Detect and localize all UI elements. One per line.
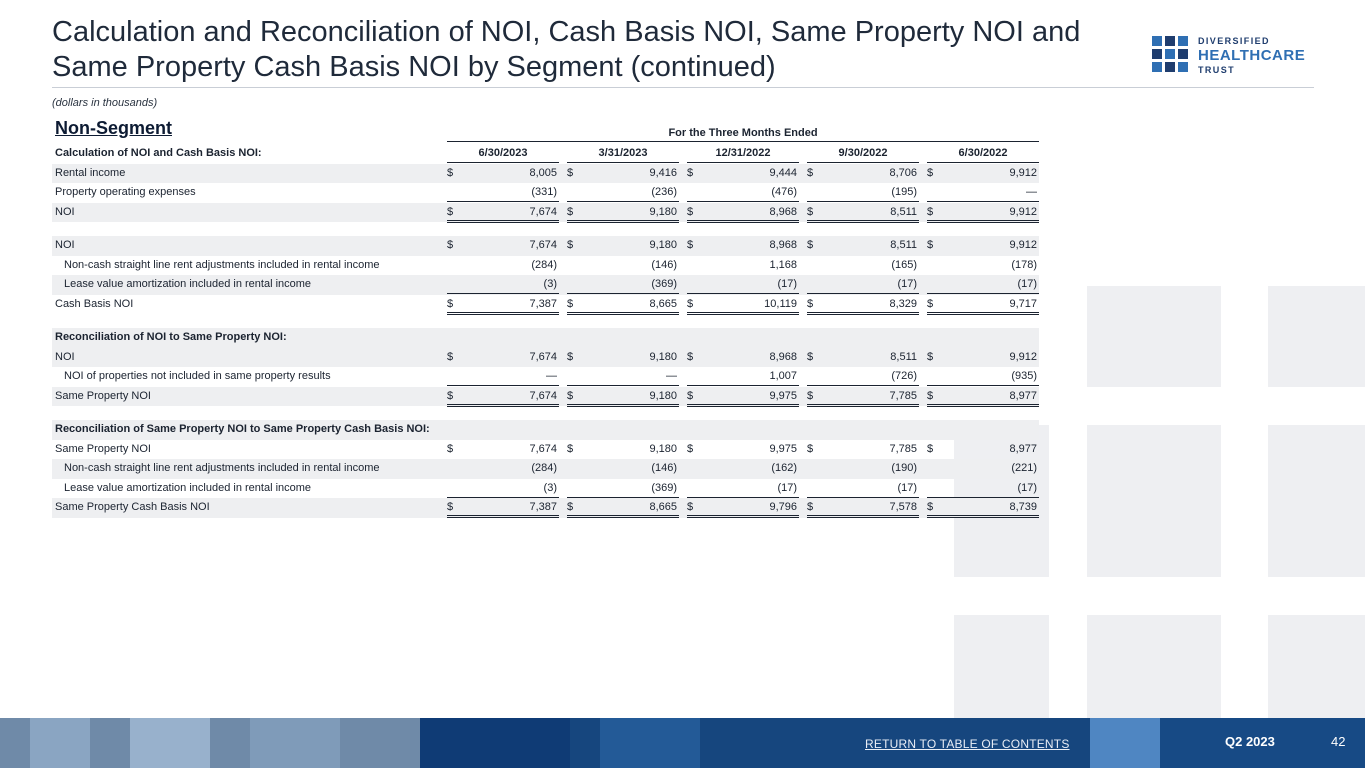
table-cell [567,443,679,457]
currency-symbol: $ [447,239,454,251]
cell-value: 9,180 [649,350,677,363]
currency-symbol: $ [807,501,814,513]
table-cell [447,298,559,315]
currency-symbol: $ [687,442,694,455]
table-cell [687,259,799,273]
cell-value: (726) [891,370,917,382]
cell-value: 9,975 [769,389,797,402]
cell-value: — [1026,186,1037,198]
cell-value: 8,665 [649,501,677,513]
table-cell [567,206,679,223]
table-cell [927,298,1039,315]
table-row [52,328,1039,348]
column-header: 6/30/2023 [447,147,559,163]
table-cell [447,239,559,253]
cell-value: (935) [1011,370,1037,382]
cell-value: — [666,370,677,382]
cell-value: (17) [1017,278,1037,290]
currency-symbol: $ [687,389,694,402]
row-spacer [52,406,1039,420]
currency-symbol: $ [927,350,934,363]
table-row [52,367,1039,387]
row-label: NOI [55,239,75,251]
cell-value: (236) [651,186,677,198]
currency-symbol: $ [807,389,814,402]
cell-value: 7,674 [529,239,557,251]
cell-value: 8,511 [890,205,917,218]
cell-value: (17) [777,278,797,290]
currency-symbol: $ [687,297,694,310]
currency-symbol: $ [927,166,934,179]
decor-block [1268,425,1365,577]
currency-symbol: $ [687,205,694,218]
cell-value: 1,007 [769,370,797,382]
table-cell [567,239,679,253]
table-cell [927,186,1039,202]
cell-value: 8,005 [529,166,557,179]
period-header: For the Three Months Ended [447,127,1039,142]
currency-symbol: $ [927,297,934,310]
table-row [52,479,1039,499]
cell-value: 8,968 [769,205,797,218]
table-cell [927,370,1039,386]
table-cell [567,482,679,498]
logo-word-diversified: DIVERSIFIED [1198,36,1270,46]
row-label: Non-cash straight line rent adjustments included in rental income [64,462,380,474]
currency-symbol: $ [927,389,934,402]
cell-value: 7,785 [889,442,917,455]
table-cell [567,167,679,181]
currency-symbol: $ [807,166,814,179]
title-divider [52,87,1314,88]
table-cell [807,370,919,386]
table-cell [567,462,679,476]
currency-symbol: $ [807,205,814,218]
cell-value: (190) [891,462,917,474]
table-cell [927,206,1039,223]
table-row [52,164,1039,184]
cell-value: 8,511 [890,239,917,251]
table-heading: Calculation of NOI and Cash Basis NOI: [55,147,262,159]
currency-symbol: $ [567,297,574,310]
table-cell [927,501,1039,518]
table-cell [927,259,1039,273]
decor-block [1087,286,1221,387]
cell-value: 9,180 [649,205,677,218]
row-label: Same Property NOI [55,442,151,455]
cell-value: 9,416 [649,166,677,179]
cell-value: 9,180 [649,389,677,402]
table-cell [447,351,559,365]
row-label: Same Property Cash Basis NOI [55,501,210,513]
currency-symbol: $ [447,442,454,455]
row-label: NOI of properties not included in same property results [64,370,331,382]
table-cell [927,462,1039,476]
cell-value: 9,796 [769,501,797,513]
row-label: Rental income [55,166,126,179]
currency-symbol: $ [447,166,454,179]
table-cell [567,186,679,202]
currency-symbol: $ [567,350,574,363]
table-cell [927,482,1039,498]
row-label: Property operating expenses [55,186,196,198]
table-row [52,459,1039,479]
table-cell [807,278,919,294]
return-to-toc-link[interactable]: RETURN TO TABLE OF CONTENTS [865,737,1070,751]
currency-symbol: $ [447,501,454,513]
cell-value: (331) [531,186,557,198]
currency-symbol: $ [567,239,574,251]
page-number: 42 [1331,734,1346,749]
logo-word-healthcare: HEALTHCARE [1198,47,1306,64]
table-cell [567,298,679,315]
column-header: 3/31/2023 [567,147,679,163]
currency-symbol: $ [447,205,454,218]
table-cell [447,443,559,457]
table-cell [807,501,919,518]
row-label: Same Property NOI [55,389,151,402]
cell-value: 8,977 [1009,442,1037,455]
currency-symbol: $ [567,442,574,455]
row-label: Non-cash straight line rent adjustments included in rental income [64,258,380,271]
table-cell [447,167,559,181]
table-cell [687,390,799,407]
cell-value: (221) [1011,462,1037,474]
column-header: 12/31/2022 [687,147,799,163]
cell-value: 8,739 [1009,501,1037,513]
section-title: Non-Segment [55,118,172,138]
currency-symbol: $ [567,205,574,218]
table-row [52,420,1039,440]
cell-value: (17) [897,481,917,494]
table-cell [567,390,679,407]
cell-value: — [546,370,557,382]
decor-block [1087,425,1221,577]
table-cell [687,370,799,386]
table-cell [567,370,679,386]
table-cell [687,278,799,294]
table-row [52,203,1039,223]
decor-block [1087,615,1221,718]
table-cell [447,390,559,407]
row-label: Cash Basis NOI [55,297,134,310]
currency-symbol: $ [567,389,574,402]
table-cell [927,167,1039,181]
currency-symbol: $ [447,297,454,310]
table-row [52,256,1039,276]
table-cell [927,443,1039,457]
table-header-row [52,144,1039,164]
table-cell [687,298,799,315]
cell-value: 9,444 [769,166,797,179]
currency-symbol: $ [567,501,574,513]
cell-value: 9,180 [649,442,677,455]
cell-value: 7,387 [529,297,557,310]
cell-value: 9,717 [1009,297,1037,310]
cell-value: (146) [651,258,677,271]
cell-value: (369) [651,278,677,290]
table-cell [807,351,919,365]
cell-value: (146) [651,462,677,474]
cell-value: 9,180 [649,239,677,251]
table-cell [447,259,559,273]
cell-value: 8,511 [890,350,917,363]
cell-value: (178) [1011,258,1037,271]
column-header: 9/30/2022 [807,147,919,163]
decor-block [1268,615,1365,718]
currency-symbol: $ [927,501,934,513]
table-row [52,348,1039,368]
table-cell [447,462,559,476]
table-cell [447,278,559,294]
table-cell [927,239,1039,253]
cell-value: (284) [531,462,557,474]
cell-value: (162) [771,462,797,474]
currency-symbol: $ [927,442,934,455]
cell-value: 7,578 [889,501,917,513]
table-cell [447,482,559,498]
table-cell [447,370,559,386]
cell-value: (17) [897,278,917,290]
row-label: Reconciliation of Same Property NOI to Same Property Cash Basis NOI: [55,423,430,435]
cell-value: 7,674 [529,442,557,455]
table-cell [687,351,799,365]
cell-value: 7,674 [529,350,557,363]
table-cell [687,462,799,476]
cell-value: 9,912 [1009,166,1037,179]
table-cell [807,186,919,202]
quarter-label: Q2 2023 [1225,734,1275,749]
table-cell [687,482,799,498]
table-row [52,295,1039,315]
currency-symbol: $ [807,442,814,455]
cell-value: 8,706 [889,166,917,179]
cell-value: 1,168 [769,258,797,271]
cell-value: 8,968 [769,350,797,363]
row-label: NOI [55,350,75,363]
table-row [52,440,1039,460]
cell-value: 9,975 [769,442,797,455]
table-cell [687,443,799,457]
currency-symbol: $ [927,205,934,218]
table-cell [447,206,559,223]
row-label: Lease value amortization included in rental income [64,481,312,494]
table-cell [807,298,919,315]
table-row [52,275,1039,295]
table-cell [807,390,919,407]
table-cell [807,259,919,273]
table-row [52,183,1039,203]
cell-value: 8,665 [649,297,677,310]
currency-symbol: $ [687,239,694,251]
cell-value: 7,674 [529,205,557,218]
table-row [52,498,1039,518]
table-cell [807,443,919,457]
logo-word-trust: TRUST [1198,65,1235,75]
cell-value: 8,329 [889,297,917,310]
table-cell [447,186,559,202]
table-cell [447,501,559,518]
cell-value: 9,912 [1009,350,1037,363]
cell-value: 7,785 [889,389,917,402]
currency-symbol: $ [687,350,694,363]
cell-value: (195) [891,186,917,198]
cell-value: (17) [1017,481,1037,494]
row-label: Reconciliation of NOI to Same Property NOI: [55,331,287,343]
column-header: 6/30/2022 [927,147,1039,163]
cell-value: (165) [891,258,917,271]
table-row [52,236,1039,256]
table-cell [807,206,919,223]
row-spacer [52,314,1039,328]
decor-block [1268,286,1365,387]
currency-symbol: $ [807,297,814,310]
cell-value: (3) [543,481,557,494]
table-row [52,387,1039,407]
company-logo [1152,36,1317,76]
currency-symbol: $ [687,501,694,513]
table-cell [807,167,919,181]
table-cell [927,351,1039,365]
row-label: NOI [55,205,75,218]
table-cell [687,167,799,181]
noi-table [52,144,1039,518]
table-cell [567,351,679,365]
cell-value: (3) [543,278,557,290]
table-cell [687,206,799,223]
table-cell [807,239,919,253]
currency-symbol: $ [447,350,454,363]
page-title: Calculation and Reconciliation of NOI, Cash Basis NOI, Same Property NOI and Same Property Cash Basis NOI by Segment (continued) [52,16,1081,83]
decor-block [954,615,1049,718]
currency-symbol: $ [807,350,814,363]
table-cell [567,259,679,273]
cell-value: 7,674 [529,389,557,402]
cell-value: 8,968 [769,239,797,251]
cell-value: (284) [531,258,557,271]
cell-value: 9,912 [1009,239,1037,251]
table-cell [807,462,919,476]
currency-symbol: $ [567,166,574,179]
cell-value: 8,977 [1009,389,1037,402]
units-note: (dollars in thousands) [52,97,158,109]
cell-value: (17) [777,481,797,494]
table-cell [927,390,1039,407]
cell-value: (476) [771,186,797,198]
row-spacer [52,222,1039,236]
cell-value: (369) [651,481,677,494]
cell-value: 7,387 [529,501,557,513]
table-cell [687,239,799,253]
table-cell [927,278,1039,294]
currency-symbol: $ [687,166,694,179]
cell-value: 9,912 [1009,205,1037,218]
logo-mark-icon [1152,36,1190,74]
row-label: Lease value amortization included in rental income [64,278,312,290]
table-cell [567,501,679,518]
table-cell [567,278,679,294]
table-cell [687,501,799,518]
currency-symbol: $ [807,239,814,251]
table-cell [687,186,799,202]
table-cell [807,482,919,498]
currency-symbol: $ [447,389,454,402]
cell-value: 10,119 [764,297,797,310]
currency-symbol: $ [927,239,934,251]
footer-band [0,718,1365,768]
